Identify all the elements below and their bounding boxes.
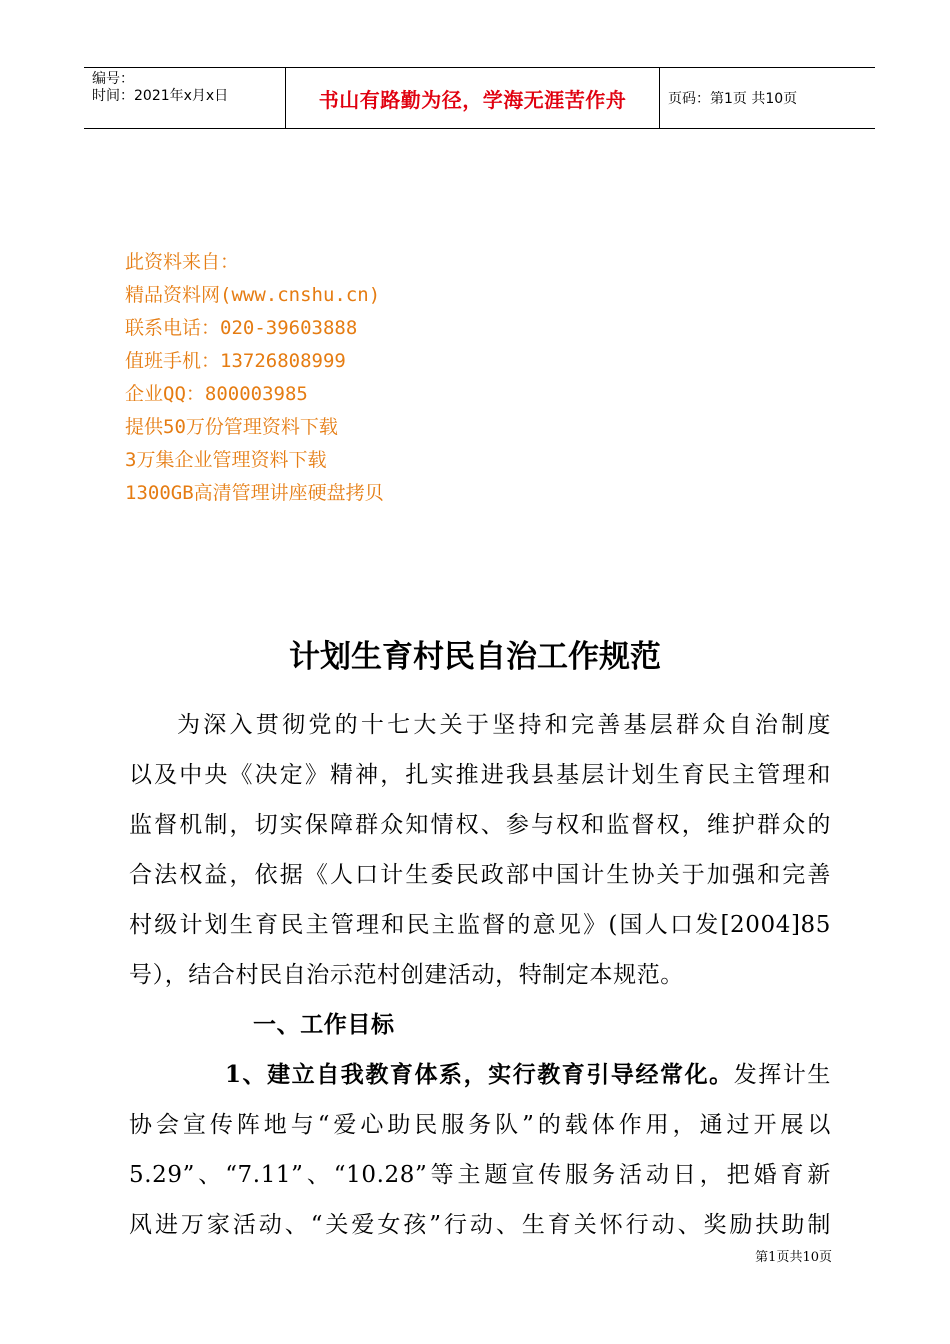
- header-meta: [84, 68, 286, 128]
- header-page-number: 页码：第1页 共10页: [668, 91, 798, 107]
- document-body: [129, 700, 831, 1250]
- page-header: [84, 67, 875, 129]
- info-line: 精品资料网(www.cnshu.cn): [125, 284, 381, 306]
- section-heading: 一、工作目标: [253, 1011, 395, 1038]
- item-heading-line: [129, 1050, 831, 1100]
- info-line: 3万集企业管理资料下载: [125, 449, 327, 471]
- item-heading-bold: 1、建立自我教育体系，实行教育引导经常化。: [225, 1061, 734, 1088]
- info-line: 提供50万份管理资料下载: [125, 416, 338, 438]
- document-title: 计划生育村民自治工作规范: [289, 639, 661, 675]
- body-line: 风进万家活动、“关爱女孩”行动、生育关怀行动、奖励扶助制: [129, 1212, 831, 1238]
- info-line: 联系电话：020-39603888: [125, 317, 358, 339]
- info-line: 值班手机：13726808999: [125, 350, 346, 372]
- info-line: 企业QQ：800003985: [125, 383, 308, 405]
- body-line: 村级计划生育民主管理和民主监督的意见》(国人口发[2004]85: [129, 912, 831, 938]
- body-line: 以及中央《决定》精神，扎实推进我县基层计划生育民主管理和: [129, 762, 831, 788]
- header-time: 时间：2021年x月x日: [92, 88, 229, 104]
- info-line: 此资料来自：: [125, 251, 240, 273]
- page-footer: 第1页共10页: [755, 1250, 832, 1265]
- info-line: 1300GB高清管理讲座硬盘拷贝: [125, 482, 384, 504]
- header-motto: 书山有路勤为径，学海无涯苦作舟: [286, 68, 660, 128]
- item-heading-lead: 发挥计生: [733, 1062, 831, 1088]
- source-info-block: [125, 246, 384, 510]
- header-number: 编号：: [92, 71, 134, 87]
- body-line: 5.29”、“7.11”、“10.28”等主题宣传服务活动日，把婚育新: [129, 1162, 831, 1188]
- body-line: 合法权益，依据《人口计生委民政部中国计生协关于加强和完善: [129, 862, 831, 888]
- body-line: 为深入贯彻党的十七大关于坚持和完善基层群众自治制度: [177, 712, 831, 738]
- body-line: 监督机制，切实保障群众知情权、参与权和监督权，维护群众的: [129, 812, 831, 838]
- body-line: 协会宣传阵地与“爱心助民服务队”的载体作用，通过开展以: [129, 1112, 831, 1138]
- body-line: 号），结合村民自治示范村创建活动，特制定本规范。: [129, 962, 684, 988]
